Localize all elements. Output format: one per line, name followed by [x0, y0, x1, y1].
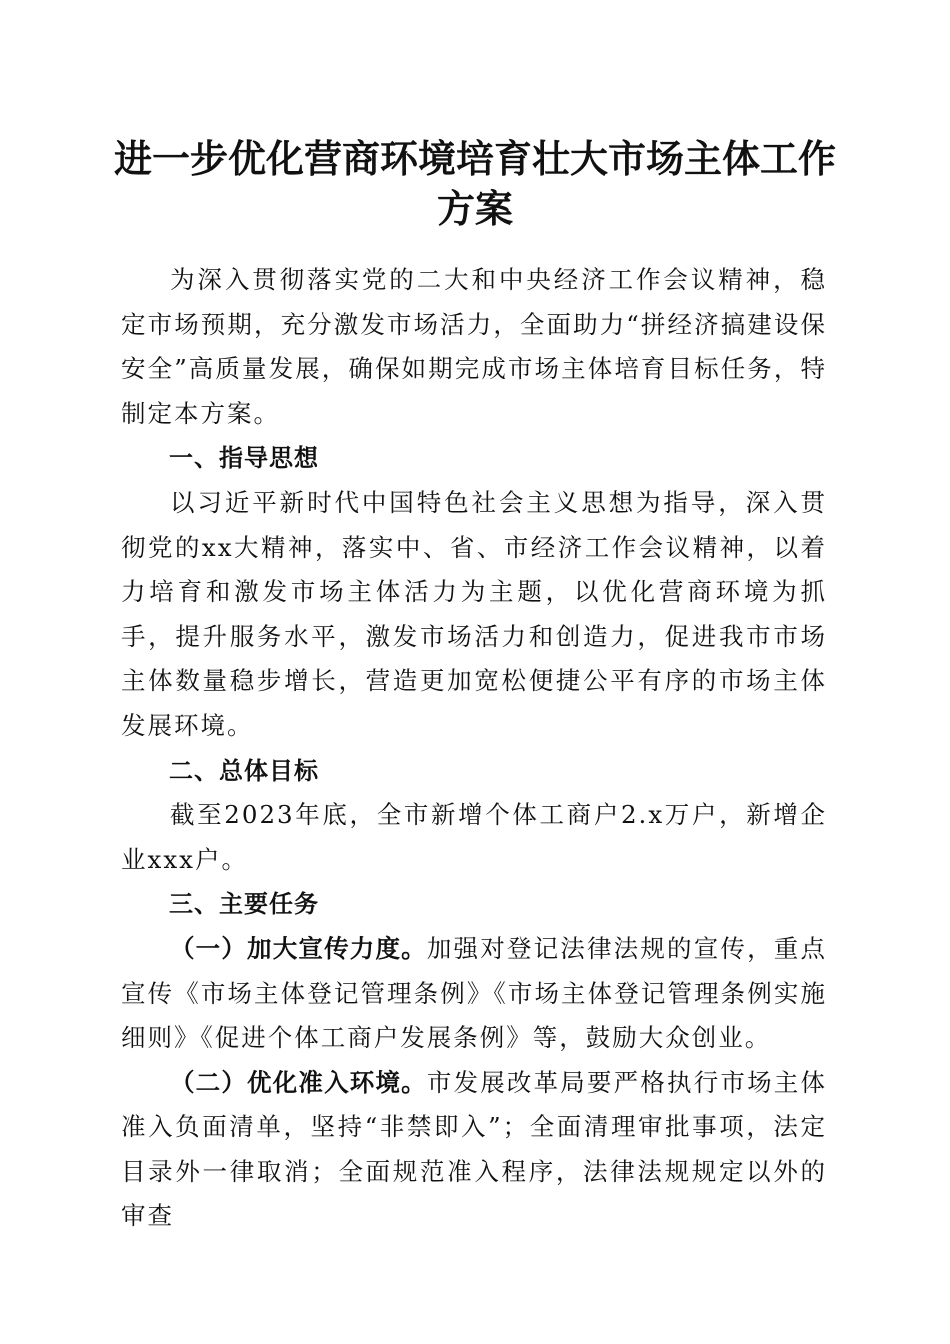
- section-heading-overall-goal: 二、总体目标: [169, 756, 319, 785]
- section-paragraph-overall-goal: 截至2023年底，全市新增个体工商户2.x万户，新增企业xxx户。: [121, 800, 827, 874]
- section-paragraph-guiding-ideology: 以习近平新时代中国特色社会主义思想为指导，深入贯彻党的xx大精神，落实中、省、市经济工作会议精神，以着力培育和激发市场主体活力为主题，以优化营商环境为抓手，提升服务水平，激发市场活力和创造力，促进我市市场主体数量稳步增长，营造更加宽松便捷公平有序的市场主体发展环境。: [121, 487, 827, 740]
- document-title: 进一步优化营商环境培育壮大市场主体工作方案: [113, 136, 836, 231]
- task-item-body: 加强对登记法律法规的宣传，重点宣传《市场主体登记管理条例》《市场主体登记管理条例实施细则》《促进个体工商户发展条例》等，鼓励大众创业。: [121, 933, 827, 1053]
- task-item-lead: （一）加大宣传力度。: [170, 933, 427, 963]
- section-heading-main-tasks: 三、主要任务: [169, 890, 319, 919]
- task-item-body: 市发展改革局要严格执行市场主体准入负面清单，坚持“非禁即入”；全面清理审批事项，法定目录外一律取消；全面规范准入程序，法律法规规定以外的审查: [121, 1067, 827, 1231]
- intro-paragraph: 为深入贯彻落实党的二大和中央经济工作会议精神，稳定市场预期，充分激发市场活力，全面助力“拼经济搞建设保安全”高质量发展，确保如期完成市场主体培育目标任务，特制定本方案。: [121, 265, 827, 428]
- section-heading-guiding-ideology: 一、指导思想: [169, 444, 319, 473]
- document-body: [121, 258, 827, 1239]
- task-item-access-environment: [121, 1061, 827, 1239]
- task-item-publicity: [121, 927, 827, 1061]
- task-item-lead: （二）优化准入环境。: [170, 1067, 427, 1097]
